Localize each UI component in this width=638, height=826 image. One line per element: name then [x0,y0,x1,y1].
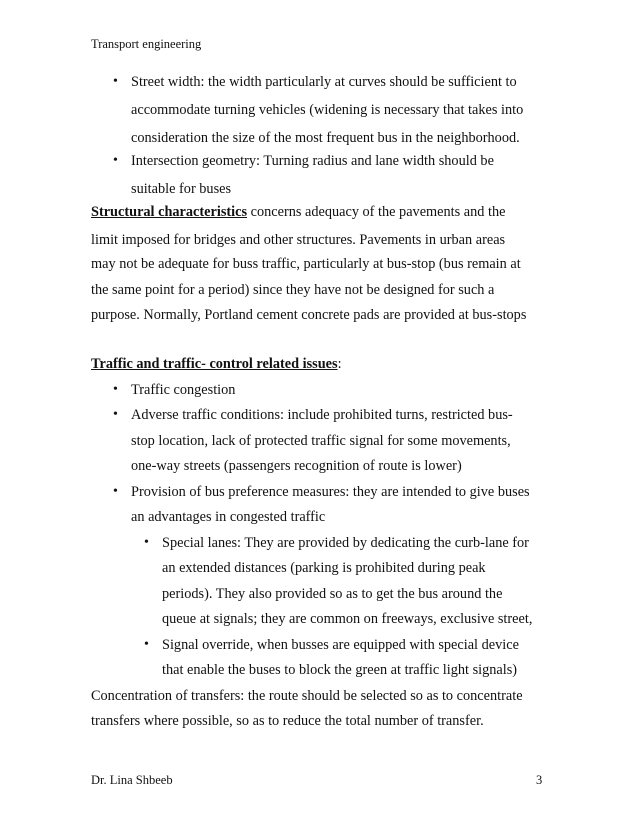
bullet-icon: • [144,535,149,550]
paragraph-line: Concentration of transfers: the route should be selected so as to concentrate [91,688,523,704]
bullet-icon: • [113,153,118,168]
paragraph-line: that enable the buses to block the green at traffic light signals) [162,662,518,678]
running-header: Transport engineering [91,37,202,51]
bullet-icon: • [113,74,118,89]
section-heading-structural: Structural characteristics [91,204,248,220]
section-heading-traffic: Traffic and traffic- control related issues [91,356,338,372]
paragraph-line: Special lanes: They are provided by dedicating the curb-lane for [162,535,529,551]
paragraph-line: Intersection geometry: Turning radius and lane width should be [131,153,494,169]
paragraph-line [91,203,505,221]
paragraph-line: queue at signals; they are common on freeways, exclusive street, [162,611,533,627]
paragraph-line: Provision of bus preference measures: they are intended to give buses [131,484,530,500]
paragraph-line: Adverse traffic conditions: include prohibited turns, restricted bus- [131,407,513,423]
paragraph-text: concerns adequacy of the pavements and the [247,204,506,220]
paragraph-line: stop location, lack of protected traffic signal for some movements, [131,433,511,449]
paragraph-line: Street width: the width particularly at curves should be sufficient to [131,74,517,90]
paragraph-line: Traffic and traffic- control related issues: [91,356,342,372]
paragraph-line: accommodate turning vehicles (widening is necessary that takes into [131,102,524,118]
paragraph-line: periods). They also provided so as to get the bus around the [162,586,503,602]
paragraph-line: transfers where possible, so as to reduce the total number of transfer. [91,713,484,729]
paragraph-line: may not be adequate for buss traffic, particularly at bus-stop (bus remain at [91,256,521,272]
paragraph-line: suitable for buses [131,181,232,197]
paragraph-line: one-way streets (passengers recognition of route is lower) [131,458,462,474]
paragraph-line: the same point for a period) since they have not be designed for such a [91,282,495,298]
page-number: 3 [536,773,543,787]
bullet-icon: • [113,382,118,397]
paragraph-line: limit imposed for bridges and other structures. Pavements in urban areas [91,232,506,248]
paragraph-line: consideration the size of the most frequent bus in the neighborhood. [131,130,520,146]
paragraph-line: an extended distances (parking is prohibited during peak [162,560,486,576]
bullet-icon: • [113,407,118,422]
paragraph-line: Traffic congestion [131,382,236,398]
footer-author: Dr. Lina Shbeeb [91,773,173,787]
bullet-icon: • [113,484,118,499]
paragraph-line: an advantages in congested traffic [131,509,326,525]
paragraph-line: purpose. Normally, Portland cement concrete pads are provided at bus-stops [91,307,527,323]
bullet-icon: • [144,637,149,652]
paragraph-line: Signal override, when busses are equipped with special device [162,637,519,653]
